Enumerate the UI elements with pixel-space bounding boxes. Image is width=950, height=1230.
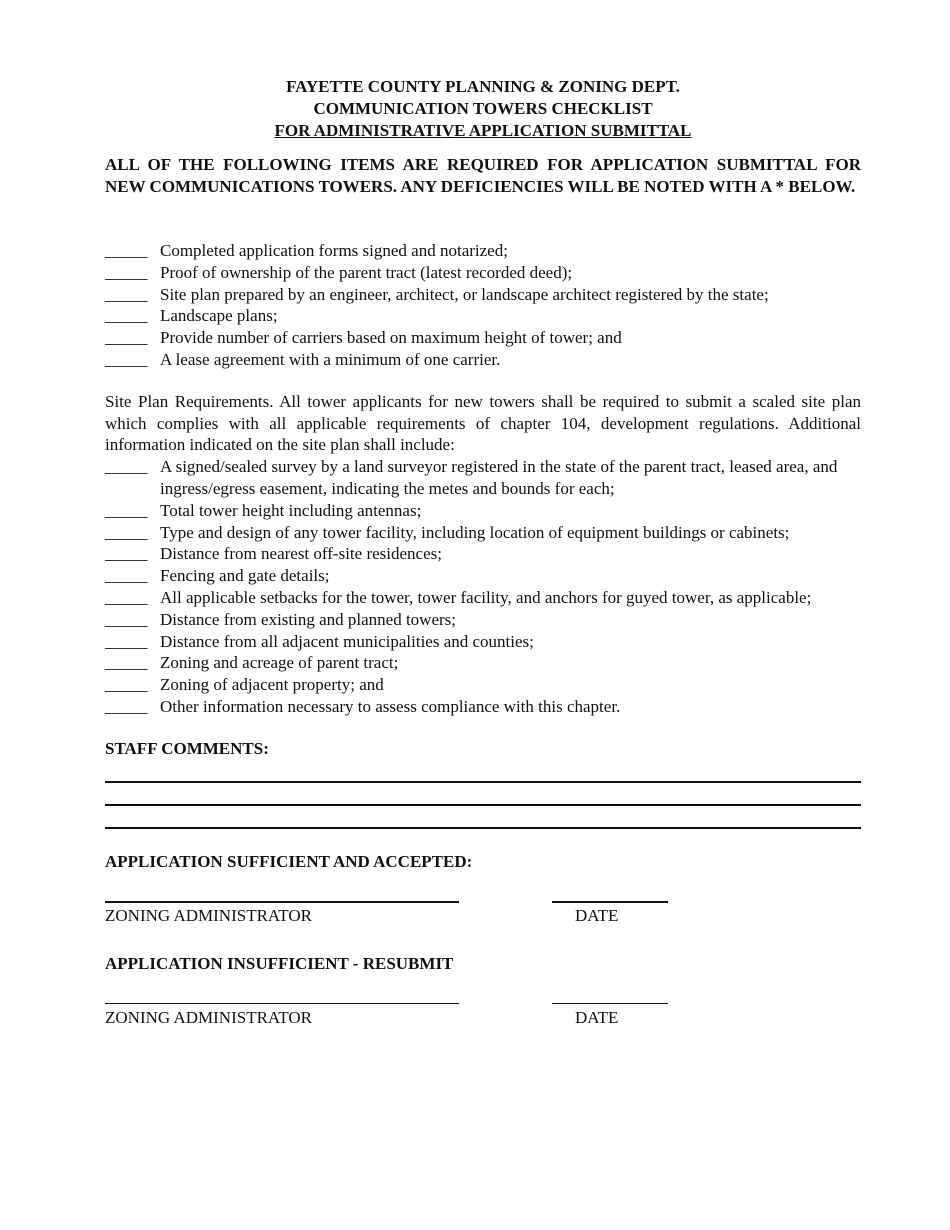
list-item [105,456,861,500]
check-blank[interactable]: _____ [105,675,148,695]
list-item-text: Site plan prepared by an engineer, architect, or landscape architect registered by the state; [160,284,769,304]
list-item-text: Type and design of any tower facility, including location of equipment buildings or cabinets; [160,522,790,542]
accepted-signature-row [105,873,861,933]
accepted-heading: APPLICATION SUFFICIENT AND ACCEPTED: [105,851,473,871]
list-item [105,349,861,371]
list-item-text: All applicable setbacks for the tower, tower facility, and anchors for guyed tower, as applicable; [160,587,812,607]
check-blank[interactable]: _____ [105,284,148,304]
list-item-text: Landscape plans; [160,306,278,326]
site-plan-intro: Site Plan Requirements. All tower applicants for new towers shall be required to submit a scaled site plan which complies with all applicable requirements of chapter 104, development regulations. Additional information indicated on the site plan shall include: [105,391,861,455]
date-line[interactable] [552,901,668,903]
list-item [105,500,861,522]
check-blank[interactable]: _____ [105,544,148,564]
list-item [105,631,861,653]
insufficient-heading: APPLICATION INSUFFICIENT - RESUBMIT [105,953,454,973]
insufficient-signature-row [105,975,861,1035]
check-blank[interactable]: _____ [105,262,148,282]
check-blank[interactable]: _____ [105,631,148,651]
header-subtitle: FOR ADMINISTRATIVE APPLICATION SUBMITTAL [274,121,692,140]
list-item [105,327,861,349]
list-item-text: Zoning and acreage of parent tract; [160,653,399,673]
list-item-text: Total tower height including antennas; [160,500,422,520]
date-line[interactable] [552,1003,668,1004]
list-item-text: Proof of ownership of the parent tract (latest recorded deed); [160,262,573,282]
check-blank[interactable]: _____ [105,653,148,673]
list-item-text: Zoning of adjacent property; and [160,675,384,695]
list-item [105,609,861,631]
list-item-text: Distance from existing and planned towers; [160,609,457,629]
list-item-text: Distance from nearest off-site residences; [160,544,442,564]
list-item [105,284,861,306]
site-plan-items-list [105,456,861,718]
list-item [105,587,861,609]
list-item [105,305,861,327]
check-blank[interactable]: _____ [105,328,148,348]
list-item-text: Completed application forms signed and notarized; [160,241,508,260]
date-label: DATE [575,905,619,925]
date-label: DATE [575,1007,619,1027]
check-blank[interactable]: _____ [105,696,148,716]
check-blank[interactable]: _____ [105,500,148,520]
list-item [105,674,861,696]
list-item-text: A signed/sealed survey by a land surveyor registered in the state of the parent tract, leased area, and ingress/egress easement, indicating the metes and bounds for each; [160,457,838,498]
list-item [105,696,861,718]
staff-comment-line[interactable] [105,783,861,806]
required-items-list [105,240,861,371]
check-blank[interactable]: _____ [105,241,148,260]
checklist-document [105,76,861,1035]
check-blank[interactable]: _____ [105,587,148,607]
list-item-text: Other information necessary to assess compliance with this chapter. [160,696,621,716]
check-blank[interactable]: _____ [105,522,148,542]
header-dept: FAYETTE COUNTY PLANNING & ZONING DEPT. [286,77,680,96]
admin-signature-line[interactable] [105,1003,459,1004]
document-header [105,76,861,142]
staff-comments-heading: STAFF COMMENTS: [105,738,269,758]
list-item-text: A lease agreement with a minimum of one carrier. [160,349,501,369]
check-blank[interactable]: _____ [105,566,148,586]
admin-label: ZONING ADMINISTRATOR [105,1007,312,1027]
list-item-text: Fencing and gate details; [160,566,330,586]
check-blank[interactable]: _____ [105,457,148,477]
list-item-text: Provide number of carriers based on maximum height of tower; and [160,328,622,348]
check-blank[interactable]: _____ [105,349,148,369]
list-item [105,240,861,262]
header-title: COMMUNICATION TOWERS CHECKLIST [313,99,653,118]
list-item-text: Distance from all adjacent municipalities and counties; [160,631,534,651]
staff-comment-line[interactable] [105,760,861,783]
check-blank[interactable]: _____ [105,306,148,326]
admin-signature-line[interactable] [105,901,459,903]
admin-label: ZONING ADMINISTRATOR [105,905,312,925]
check-blank[interactable]: _____ [105,609,148,629]
list-item [105,543,861,565]
list-item [105,522,861,544]
staff-comment-line[interactable] [105,806,861,829]
list-item [105,652,861,674]
intro-notice: ALL OF THE FOLLOWING ITEMS ARE REQUIRED FOR APPLICATION SUBMITTAL FOR NEW COMMUNICATIONS TOWERS. ANY DEFICIENCIES WILL BE NOTED WITH A * BELOW. [105,155,861,196]
list-item [105,565,861,587]
list-item [105,262,861,284]
